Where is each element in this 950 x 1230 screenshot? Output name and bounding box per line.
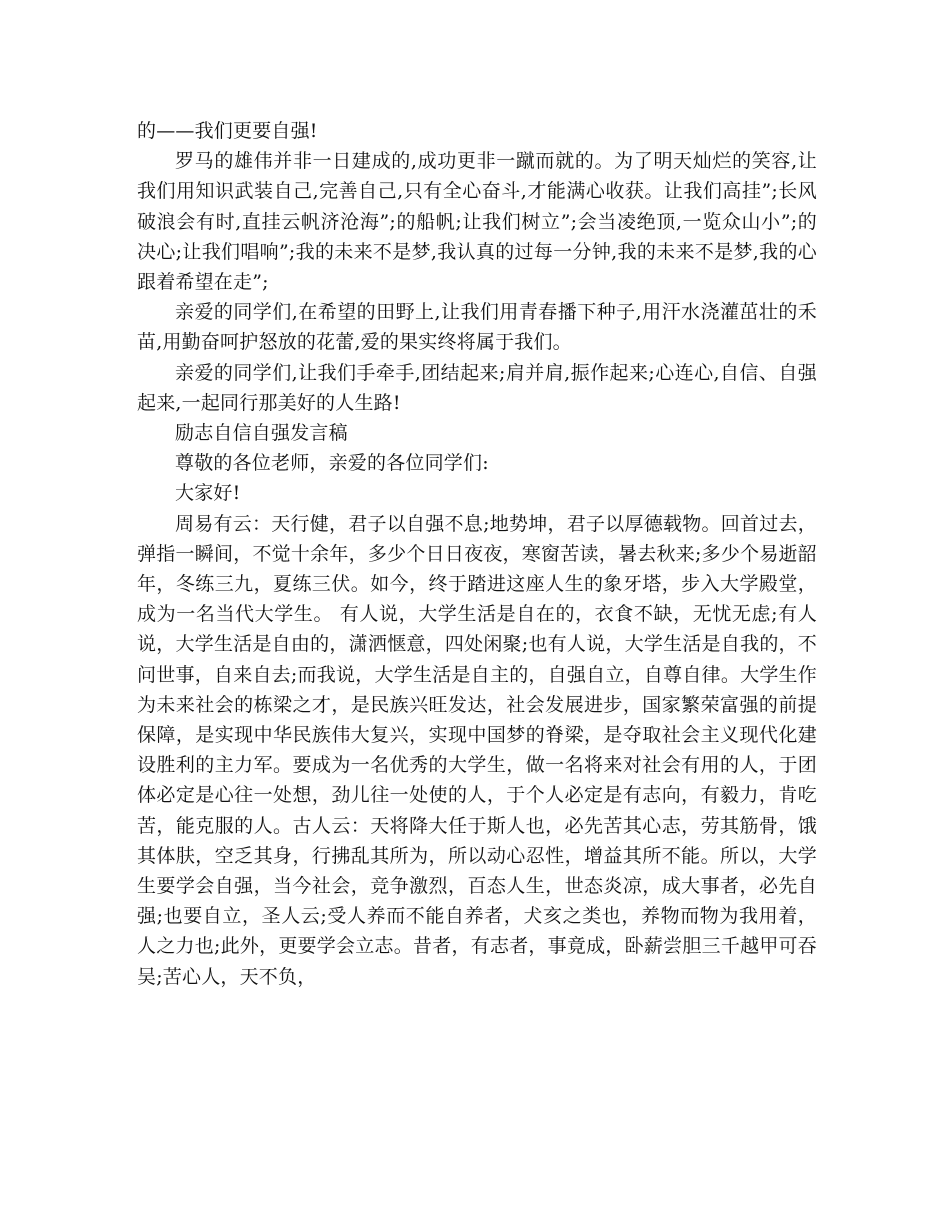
paragraph-rome: 罗马的雄伟并非一日建成的,成功更非一蹴而就的。为了明天灿烂的笑容,让我们用知识武装自己,完善自己,只有全心奋斗,才能满心收获。让我们高挂”;长风破浪会有时,直挂云帆济沧海”;的船帆;让我们树立”;会当凌绝顶,一览众山小”;的决心;让我们唱响”;我的未来不是梦,我认真的过每一分钟,我的未来不是梦,我的心跟着希望在走”;: [137, 150, 817, 294]
speech-title: 励志自信自强发言稿: [175, 422, 348, 445]
greeting: 大家好!: [175, 482, 241, 505]
paragraph-hope-field: 亲爱的同学们,在希望的田野上,让我们用青春播下种子,用汗水浇灌茁壮的禾苗,用勤奋呵护怒放的花蕾,爱的果实终将属于我们。: [137, 301, 817, 354]
paragraph-hand-in-hand: 亲爱的同学们,让我们手牵手,团结起来;肩并肩,振作起来;心连心,自信、自强起来,一起同行那美好的人生路!: [137, 361, 817, 414]
paragraph-zhouyi: 周易有云：天行健，君子以自强不息;地势坤，君子以厚德载物。回首过去，弹指一瞬间，不觉十余年，多少个日日夜夜，寒窗苦读，暑去秋来;多少个易逝韶年，冬练三九，夏练三伏。如今，终于踏进这座人生的象牙塔，步入大学殿堂，成为一名当代大学生。 有人说，大学生活是自在的，衣食不缺，无忧无虑;有人说，大学生活是自由的，潇洒惬意，四处闲聚;也有人说，大学生活是自我的，不问世事，自来自去;而我说，大学生活是自主的，自强自立，自尊自律。大学生作为未来社会的栋梁之才，是民族兴旺发达，社会发展进步，国家繁荣富强的前提保障，是实现中华民族伟大复兴，实现中国梦的脊梁，是夺取社会主义现代化建设胜利的主力军。要成为一名优秀的大学生，做一名将来对社会有用的人，于团体必定是心往一处想，劲儿往一处使的人，于个人必定是有志向，有毅力，肯吃苦，能克服的人。古人云：天将降大任于斯人也，必先苦其心志，劳其筋骨，饿其体肤，空乏其身，行拂乱其所为，所以动心忍性，增益其所不能。所以，大学生要学会自强，当今社会，竞争激烈，百态人生，世态炎凉，成大事者，必先自强;也要自立，圣人云;受人养而不能自养者，犬亥之类也，养物而物为我用着，人之力也;此外，更要学会立志。昔者，有志者，事竟成，卧薪尝胆三千越甲可吞吴;苦心人，天不负，: [137, 512, 817, 988]
paragraph-continuation: 的——我们更要自强!: [137, 120, 318, 142]
salutation: 尊敬的各位老师，亲爱的各位同学们:: [175, 452, 489, 475]
document-body: [137, 116, 817, 992]
